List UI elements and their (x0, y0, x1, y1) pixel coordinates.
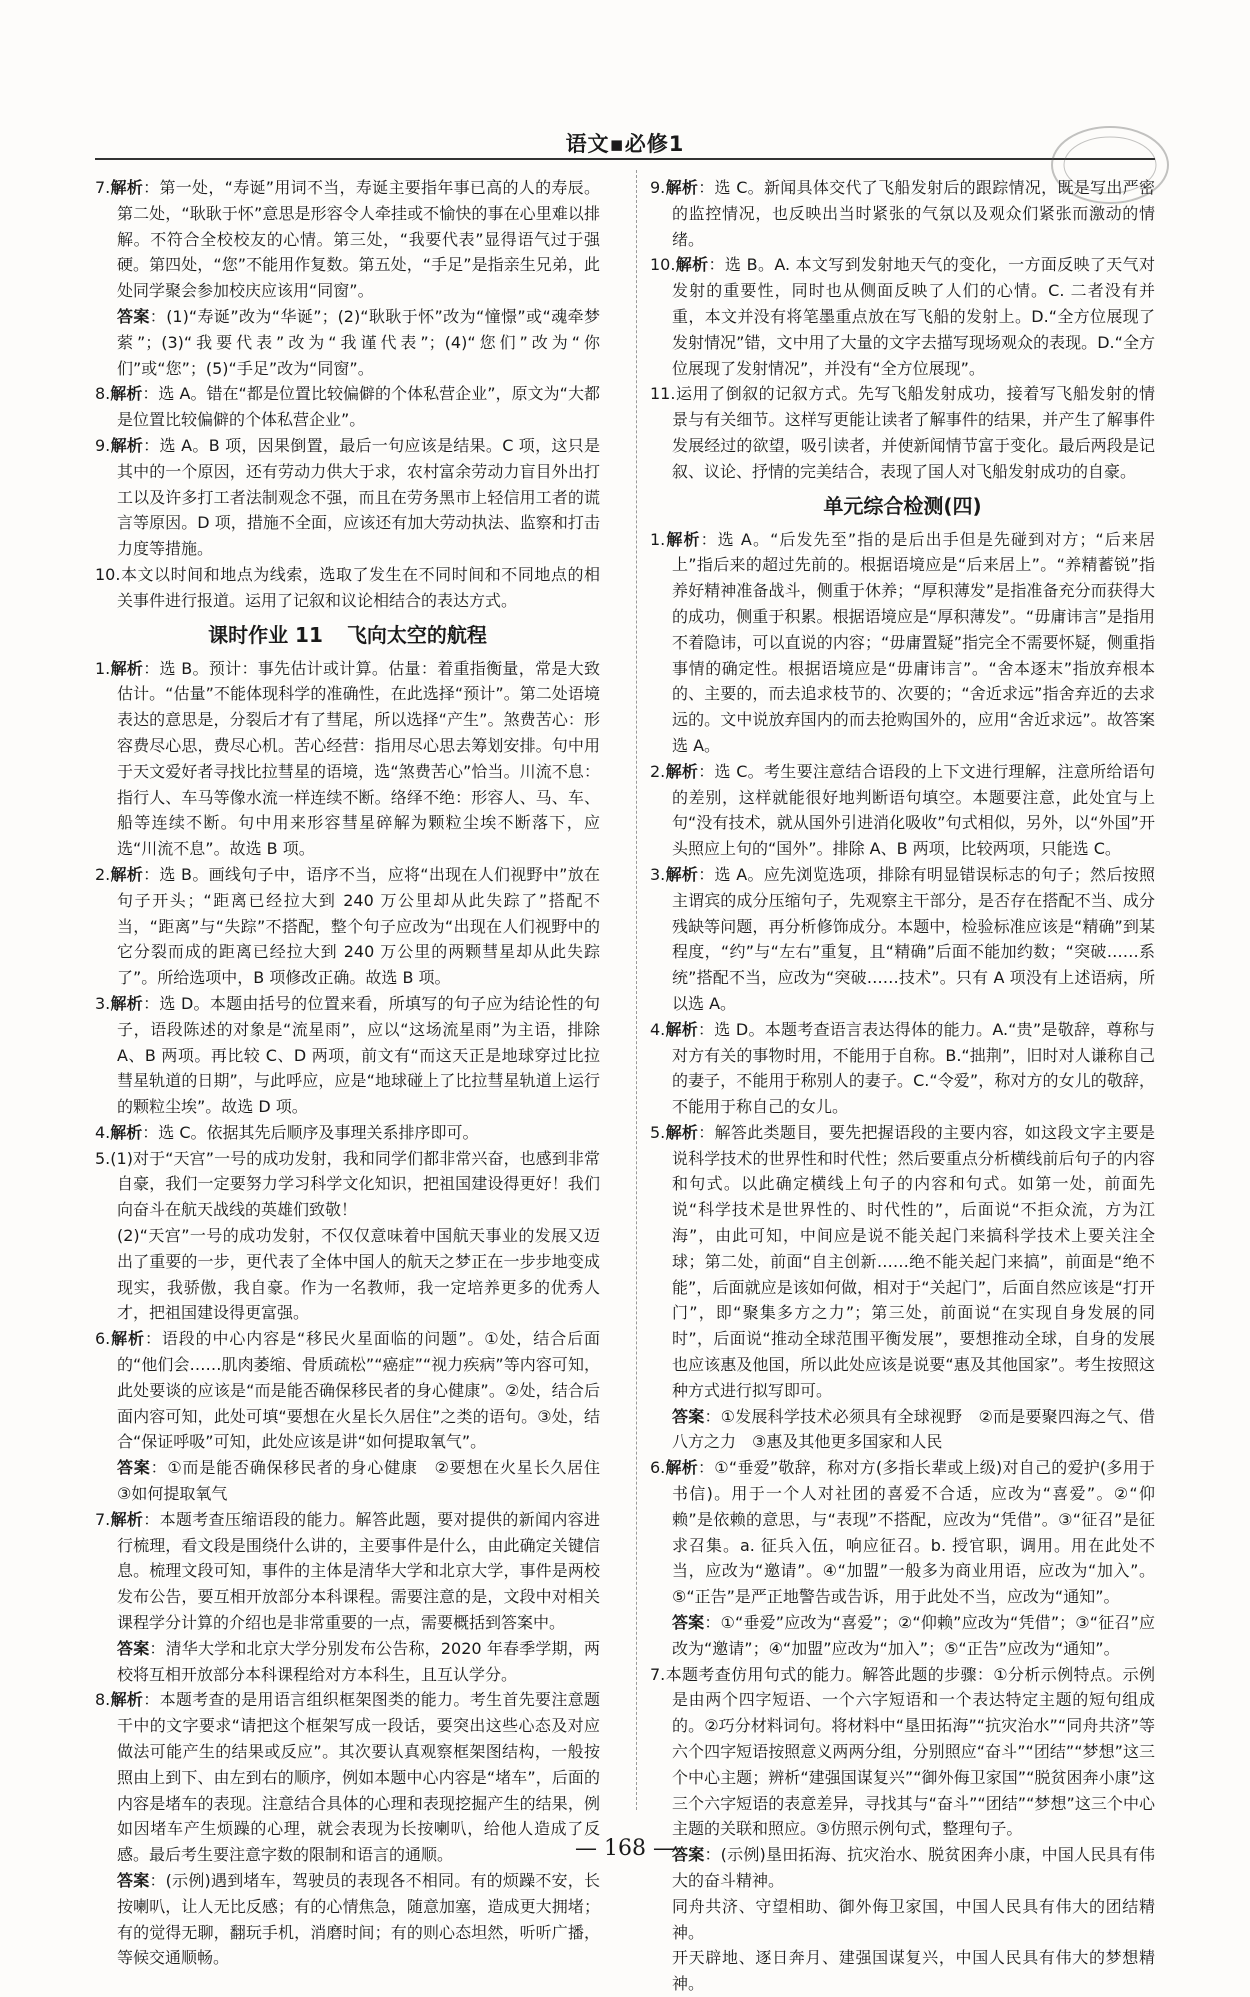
analysis-label: 解析 (110, 435, 144, 455)
item-text: 本文以时间和地点为线索，选取了发生在不同时间和不同地点的相关事件进行报道。运用了记叙和议论相结合的表达方式。 (117, 564, 600, 610)
item-text: ：语段的中心内容是“移民火星面临的问题”。①处，结合后面的“他们会……肌肉萎缩、骨质疏松”“癌症”“视力疾病”等内容可知，此处要谈的应该是“而是能否确保移民者的身心健康”。②处，结合后面内容可知，此处可填“要想在火星长久居住”之类的语句。③处，结合“保证呼吸”可知，此处应该是讲“如何提取氧气”。 (117, 1329, 600, 1452)
analysis-label: 解析 (110, 1329, 145, 1349)
item-extra: (2)“天宫”一号的成功发射，不仅仅意味着中国航天事业的发展又迈出了重要的一步，更代表了全体中国人的航天之梦正在一步步地变成现实，我骄傲，我自豪。作为一名教师，我一定培养更多的优秀人才，把祖国建设得更富强。 (117, 1226, 600, 1323)
analysis-label: 解析 (110, 1509, 144, 1529)
answer-label: 答案 (117, 1458, 151, 1478)
answer-label: 答案 (672, 1845, 705, 1865)
item-text: 运用了倒叙的记叙方式。先写飞船发射成功，接着写飞船发射的情景与有关细节。这样写更能让读者了解事件的结果，并产生了解事件发展经过的欲望，吸引读者，并使新闻情节富于变化。最后两段是记叙、议论、抒情的完美结合，表现了国人对飞船发射成功的自豪。 (672, 384, 1155, 481)
item-number: 6. (95, 1329, 111, 1349)
item-extra: 同舟共济、守望相助、御外侮卫家国，中国人民具有伟大的团结精神。 (672, 1896, 1155, 1942)
answer-item (650, 862, 1155, 1017)
answer-item (650, 1017, 1155, 1120)
answer-item (650, 1662, 1155, 1997)
item-text: ：选 A。应先浏览选项，排除有明显错误标志的句子；然后按照主谓宾的成分压缩句子，先观察主干部分，是否存在搭配不当、成分残缺等问题，再分析修饰成分。本题中，检验标准应该是“精确”到某程度，“约”与“左右”重复，且“精确”后面不能加约数；“突破……系统”搭配不当，应改为“突破……技术”。只有 A 项没有上述语病，所以选 A。 (672, 864, 1155, 1013)
analysis-label: 解析 (665, 1458, 698, 1478)
item-number: 9. (650, 178, 666, 197)
answer-item (650, 1455, 1155, 1661)
answer-label: 答案 (117, 1871, 150, 1890)
answer-item (650, 1120, 1155, 1455)
item-text: ：选 A。错在“都是位置比较偏僻的个体私营企业”，原文为“大都是位置比较偏僻的个体私营企业”。 (117, 384, 600, 430)
answer-item (95, 656, 600, 862)
answer-label: 答案 (672, 1613, 705, 1633)
answer-text: ：清华大学和北京大学分别发布公告称，2020 年春季学期，两校将互相开放部分本科课程给对方本科生，且互认学分。 (117, 1638, 600, 1684)
answer-label: 答案 (672, 1406, 705, 1426)
section-title (95, 620, 600, 650)
item-number: 3. (95, 993, 111, 1013)
answer-text: ：①发展科学技术必须具有全球视野 ②而是要聚四海之气、借八方之力 ③惠及其他更多国家和人民 (672, 1406, 1155, 1452)
left-column (95, 175, 616, 1971)
answer-item (95, 433, 600, 562)
item-text: ：选 A。B 项，因果倒置，最后一句应该是结果。C 项，这只是其中的一个原因，还有劳动力供大于求，农村富余劳动力盲目外出打工以及许多打工者法制观念不强，而且在劳务黑市上轻信用工者的谎言等原因。D 项，措施不全面，应该还有加大劳动执法、监察和打击力度等措施。 (117, 435, 600, 559)
analysis-label: 解析 (110, 1122, 143, 1142)
analysis-label: 解析 (665, 529, 701, 549)
answer-label: 答案 (117, 1638, 150, 1658)
analysis-label: 解析 (110, 1690, 144, 1710)
answer-item (95, 991, 600, 1120)
page-header-title: 语文▪必修1 (565, 132, 685, 156)
section-title-b: 飞向太空的航程 (346, 622, 487, 647)
answer-block (672, 1610, 1155, 1662)
answer-item (650, 759, 1155, 862)
answer-item (95, 1687, 600, 1971)
section-title (650, 491, 1155, 521)
answer-block (117, 304, 600, 381)
analysis-label: 解析 (110, 178, 144, 197)
item-number: 7. (95, 1509, 111, 1529)
answer-block (117, 1636, 600, 1688)
answer-item (95, 1120, 600, 1146)
answer-item (95, 175, 600, 381)
analysis-label: 解析 (110, 658, 144, 678)
analysis-label: 解析 (675, 255, 709, 275)
item-number: 8. (95, 384, 111, 404)
header-rule (95, 158, 1155, 160)
page-number: — 168 — (575, 1836, 675, 1861)
answer-item (95, 381, 600, 433)
analysis-label: 解析 (110, 993, 144, 1013)
answer-item (650, 252, 1155, 381)
item-number: 7. (95, 178, 111, 197)
answer-block (117, 1455, 616, 1507)
answer-item (650, 381, 1155, 484)
answer-label: 答案 (117, 306, 150, 326)
analysis-label: 解析 (110, 384, 143, 404)
item-number: 10. (650, 255, 676, 275)
item-number: 1. (95, 658, 111, 678)
column-divider (636, 170, 637, 1810)
item-number: 4. (95, 1122, 111, 1142)
answer-item (95, 1146, 600, 1327)
answer-item (650, 175, 1155, 252)
item-number: 9. (95, 435, 111, 455)
item-extra: 开天辟地、逐日奔月、建强国谋复兴，中国人民具有伟大的梦想精神。 (672, 1948, 1155, 1994)
item-text: ：解答此类题目，要先把握语段的主要内容，如这段文字主要是说科学技术的世界性和时代性；然后要重点分析横线前后句子的内容和句式。以此确定横线上句子的内容和句式。如第一处，前面先说“科学技术是世界性的、时代性的”，后面说“不拒众流，方为江海”，由此可知，中间应是说不能关起门来搞科学技术上要关注全球；第二处，前面“自主创新……绝不能关起门来搞”，前面是“绝不能”，后面就应是该如何做，相对于“关起门”，后面自然应该是“打开门”，即“聚集多方之力”；第三处，前面说“在实现自身发展的同时”，后面说“推动全球范围平衡发展”，要想推动全球，自身的发展也应该惠及他国，所以此处应该是说要“惠及其他国家”。考生按照这种方式进行拟写即可。 (672, 1122, 1155, 1400)
item-number: 10. (95, 564, 121, 584)
section-title-a: 课时作业 11 (208, 622, 323, 647)
answer-item (95, 562, 600, 614)
analysis-label: 解析 (665, 178, 699, 197)
item-text: ：选 B。A. 本文写到发射地天气的变化，一方面反映了天气对发射的重要性，同时也从侧面反映了人们的心情。C. 二者没有并重，本文并没有将笔墨重点放在写飞船的发射上。D.“全方位展现了发射情况”错，文中用了大量的文字去描写现场观众的表现。D.“全方位展现了发射情况”，并没有“全方位展现”。 (672, 255, 1155, 378)
answer-text: ：①“垂爱”应改为“喜爱”；②“仰赖”应改为“凭借”；③“征召”应改为“邀请”；④“加盟”应改为“加入”；⑤“正告”应改为“通知”。 (672, 1613, 1155, 1658)
analysis-label: 解析 (665, 1122, 699, 1142)
item-text: ：选 A。“后发先至”指的是后出手但是先碰到对方；“后来居上”指后来的超过先前的。根据语境应是“后来居上”。“养精蓄锐”指养好精神准备战斗，侧重于休养；“厚积薄发”是指准备充分而获得大的成功，侧重于积累。根据语境应是“厚积薄发”。“毋庸讳言”是指用不着隐讳，可以直说的内容；“毋庸置疑”指完全不需要怀疑，侧重指事情的确定性。根据语境应是“毋庸讳言”。“舍本逐末”指放弃根本的、主要的，而去追求枝节的、次要的；“舍近求远”指舍弃近的去求远的。文中说放弃国内的而去抢购国外的，应用“舍近求远”。故答案选 A。 (672, 529, 1155, 755)
item-text: ：选 C。考生要注意结合语段的上下文进行理解，注意所给语句的差别，这样就能很好地判断语句填空。本题要注意，此处宜与上句“没有技术，就从国外引进消化吸收”句式相似，另外，以“外国”开头照应上句的“国外”。排除 A、B 两项，比较两项，只能选 C。 (672, 761, 1155, 859)
item-text: ：①“垂爱”敬辞，称对方(多指长辈或上级)对自己的爱护(多用于书信)。用于一个人对社团的喜爱不合适，应改为“喜爱”。②“仰赖”是依赖的意思，与“表现”不搭配，应改为“凭借”。③“征召”是征求召集。a. 征兵入伍，响应征召。b. 授官职，调用。用在此处不当，应改为“邀请”。④“加盟”一般多为商业用语，应改为“加入”。⑤“正告”是严正地警告或告诉，用于此处不当，应改为“通知”。 (672, 1458, 1155, 1607)
item-text: ：选 B。预计：事先估计或计算。估量：着重指衡量，常是大致估计。“估量”不能体现科学的准确性，在此选择“预计”。第二处语境表达的意思是，分裂后才有了彗尾，所以选择“产生”。煞费苦心：形容费尽心思，费尽心机。苦心经营：指用尽心思去筹划安排。句中用于天文爱好者寻找比拉彗星的语境，选“煞费苦心”恰当。川流不息：指行人、车马等像水流一样连续不断。络绎不绝：形容人、马、车、船等连续不断。句中用来形容彗星碎解为颗粒尘埃不断落下，应选“川流不息”。故选 B 项。 (117, 658, 600, 859)
answer-text: ：①而是能否确保移民者的身心健康 ②要想在火星长久居住 ③如何提取氧气 (117, 1458, 616, 1504)
answer-item (95, 1507, 600, 1688)
answer-block (117, 1868, 600, 1971)
item-text: 本题考查仿用句式的能力。解答此题的步骤：①分析示例特点。示例是由两个四字短语、一个六字短语和一个表达特定主题的短句组成的。②巧分材料词句。将材料中“垦田拓海”“抗灾治水”“同舟共济”等六个四字短语按照意义两两分组，分别照应“奋斗”“团结”“梦想”这三个中心主题；辨析“建强国谋复兴”“御外侮卫家国”“脱贫困奔小康”这三个六字短语的表意差异，寻找其与“奋斗”“团结”“梦想”这三个中心主题的关联和照应。③仿照示例句式，整理句子。 (665, 1664, 1155, 1839)
item-text: ：本题考查压缩语段的能力。解答此题，要对提供的新闻内容进行梳理，看文段是围绕什么讲的，主要事件是什么，由此确定关键信息。梳理文段可知，事件的主体是清华大学和北京大学，事件是两校发布公告，要互相开放部分本科课程。需要注意的是，文段中对相关课程学分计算的介绍也是非常重要的一点，需要概括到答案中。 (117, 1509, 600, 1633)
item-number: 2. (650, 761, 666, 781)
analysis-label: 解析 (665, 761, 699, 781)
item-number: 11. (650, 384, 676, 404)
analysis-label: 解析 (110, 864, 144, 884)
item-number: 3. (650, 864, 666, 884)
item-number: 6. (650, 1458, 666, 1478)
item-number: 5. (95, 1148, 111, 1168)
item-text: ：选 D。本题考查语言表达得体的能力。A.“贵”是敬辞，尊称与对方有关的事物时用，不能用于自称。B.“拙荆”，旧时对人谦称自己的妻子，不能用于称别人的妻子。C.“令爱”，称对方的女儿的敬辞，不能用于称自己的女儿。 (672, 1019, 1155, 1117)
item-number: 8. (95, 1690, 111, 1710)
item-number: 7. (650, 1664, 666, 1684)
item-text: ：选 C。依据其先后顺序及事理关系排序即可。 (142, 1122, 479, 1142)
item-text: ：选 C。新闻具体交代了飞船发射后的跟踪情况，既是写出严密的监控情况，也反映出当时紧张的气氛以及观众们紧张而激动的情绪。 (672, 178, 1155, 249)
item-text: ：本题考查的是用语言组织框架图类的能力。考生首先要注意题干中的文字要求“请把这个框架写成一段话，要突出这些心态及对应做法可能产生的结果或反应”。其次要认真观察框架图结构，一般按照由上到下、由左到右的顺序，例如本题中心内容是“堵车”，后面的内容是堵车的表现。注意结合具体的心理和表现挖掘产生的结果，例如因堵车产生烦躁的心理，就会表现为长按喇叭，给他人造成了反感。最后考生要注意字数的限制和语言的通顺。 (117, 1690, 600, 1865)
section-title-a: 单元综合检测(四) (823, 493, 982, 518)
item-text: ：选 D。本题由括号的位置来看，所填写的句子应为结论性的句子，语段陈述的对象是“流星雨”，应以“这场流星雨”为主语，排除 A、B 两项。再比较 C、D 两项，前文有“而这天正是地球穿过比拉彗星轨道的日期”，与此呼应，应是“地球碰上了比拉彗星轨道上运行的颗粒尘埃”。故选 D 项。 (117, 993, 600, 1117)
answer-item (95, 862, 600, 991)
analysis-label: 解析 (665, 1019, 699, 1039)
item-number: 5. (650, 1122, 666, 1142)
analysis-label: 解析 (665, 864, 699, 884)
item-text: (1)对于“天宫”一号的成功发射，我和同学们都非常兴奋，也感到非常自豪，我们一定要努力学习科学文化知识，把祖国建设得更好！我们向奋斗在航天战线的英雄们致敬！ (110, 1148, 600, 1220)
right-column (650, 175, 1155, 1997)
answer-block (672, 1404, 1155, 1456)
answer-text: ：(示例)垦田拓海、抗灾治水、脱贫困奔小康，中国人民具有伟大的奋斗精神。 (672, 1845, 1155, 1890)
answer-text: ：(示例)遇到堵车，驾驶员的表现各不相同。有的烦躁不安，长按喇叭，让人无比反感；有的心情焦急，随意加塞，造成更大拥堵；有的觉得无聊，翻玩手机，消磨时间；有的则心态坦然，听听广播，等候交通顺畅。 (117, 1871, 600, 1968)
answer-text: ：(1)“寿诞”改为“华诞”；(2)“耿耿于怀”改为“憧憬”或“魂牵梦萦”；(3)“我要代表”改为“我谨代表”；(4)“您们”改为“你们”或“您”；(5)“手足”改为“同窗”。 (117, 306, 600, 378)
answer-item (650, 527, 1155, 759)
item-number: 4. (650, 1019, 666, 1039)
item-number: 1. (650, 529, 666, 549)
answer-item (95, 1326, 616, 1507)
item-text: ：第一处，“寿诞”用词不当，寿诞主要指年事已高的人的寿辰。第二处，“耿耿于怀”意思是形容令人牵挂或不愉快的事在心里难以排解。不符合全校校友的心情。第三处，“我要代表”显得语气过于强硬。第四处，“您”不能用作复数。第五处，“手足”是指亲生兄弟，此处同学聚会参加校庆应该用“同窗”。 (117, 178, 600, 301)
item-number: 2. (95, 864, 111, 884)
item-text: ：选 B。画线句子中，语序不当，应将“出现在人们视野中”放在句子开头；“距离已经拉大到 240 万公里却从此失踪了”搭配不当，“距离”与“失踪”不搭配，整个句子应改为“出现在人们视野中的它分裂而成的距离已经拉大到 240 万公里的两颗彗星却从此失踪了”。所给选项中，B 项修改正确。故选 B 项。 (117, 864, 600, 988)
